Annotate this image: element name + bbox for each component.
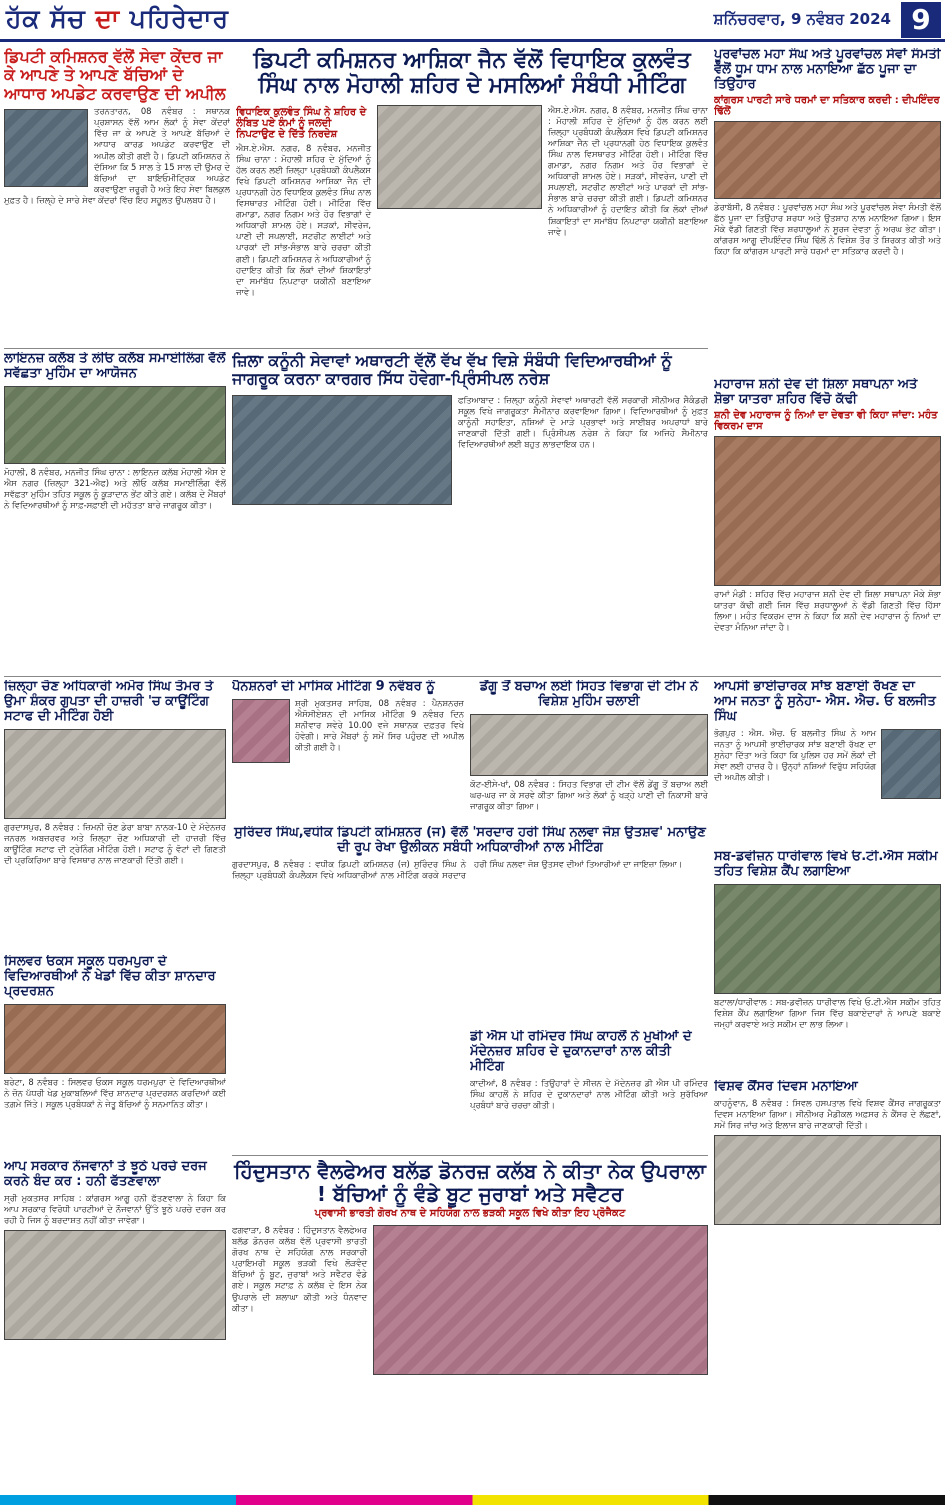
story-chhath bbox=[714, 48, 941, 368]
color-registration-band bbox=[0, 1495, 945, 1505]
headline: ਡੀ ਐਸ ਪੀ ਰਮਿੰਦਰ ਸਿੰਘ ਕਾਹਲੋਂ ਨੇ ਮੁਖੀਆਂ ਦੇ ਮੱਦੇਨਜ਼ਰ ਸ਼ਹਿਰ ਦੇ ਦੁਕਾਨਦਾਰਾਂ ਨਾਲ ਕੀਤੀ ਮੀਟਿੰਗ bbox=[470, 1030, 692, 1074]
article-body: ਗੁਰਦਾਸਪੁਰ, 8 ਨਵੰਬਰ : ਜ਼ਿਮਨੀ ਚੋਣ ਡੇਰਾ ਬਾਬਾ ਨਾਨਕ-10 ਦੇ ਮੱਦੇਨਜ਼ਰ ਜਨਰਲ ਅਬਜ਼ਰਵਰ ਅਤੇ ਜ਼ਿਲ੍ਹਾ ਚੋਣ ਅਧਿਕਾਰੀ ਦੀ ਹਾਜ਼ਰੀ ਵਿੱਚ ਕਾਊਂਟਿੰਗ ਸਟਾਫ ਦੀ ਟ੍ਰੇਨਿੰਗ ਮੀਟਿੰਗ ਹੋਈ। ਸਟਾਫ ਨੂੰ ਵੋਟਾਂ ਦੀ ਗਿਣਤੀ ਦੀ ਪ੍ਰਕਿਰਿਆ ਬਾਰੇ ਵਿਸਥਾਰ ਨਾਲ ਜਾਣਕਾਰੀ ਦਿੱਤੀ ਗਈ। bbox=[4, 821, 226, 866]
story-cancer-day bbox=[714, 1080, 941, 1345]
photo-meeting bbox=[377, 105, 542, 209]
photo-sho bbox=[881, 729, 941, 799]
article-body: ਸ੍ਰੀ ਮੁਕਤਸਰ ਸਾਹਿਬ : ਕਾਂਗਰਸ ਆਗੂ ਹਨੀ ਫੱਤਣਵਾਲਾ ਨੇ ਕਿਹਾ ਕਿ ਆਪ ਸਰਕਾਰ ਵਿਰੋਧੀ ਪਾਰਟੀਆਂ ਦੇ ਨੌਜਵਾਨਾਂ ਉੱਤੇ ਝੂਠੇ ਪਰਚੇ ਦਰਜ ਕਰ ਰਹੀ ਹੈ ਜਿਸ ਨੂੰ ਬਰਦਾਸ਼ਤ ਨਹੀਂ ਕੀਤਾ ਜਾਵੇਗਾ। bbox=[4, 1192, 226, 1226]
subheadline: ਵਿਧਾਇਕ ਕੁਲਵੰਤ ਸਿੰਘ ਨੇ ਸ਼ਹਿਰ ਦੇ ਲੰਬਿਤ ਪਏ ਕੰਮਾਂ ਨੂੰ ਜਲਦੀ ਨਿਪਟਾਉਣ ਦੇ ਦਿੱਤੇ ਨਿਰਦੇਸ਼ bbox=[236, 106, 367, 140]
page-number: 9 bbox=[901, 2, 941, 38]
story-pensioners bbox=[232, 680, 464, 820]
story-shani-dev bbox=[714, 378, 941, 678]
article-body: ਡੇਰਾਬੱਸੀ, 8 ਨਵੰਬਰ : ਪੂਰਵਾਂਚਲ ਮਹਾ ਸੰਘ ਅਤੇ ਪੂਰਵਾਂਚਲ ਸੇਵਾ ਸੰਮਤੀ ਵੱਲੋਂ ਛੱਠ ਪੂਜਾ ਦਾ ਤਿਉਹਾਰ ਸ਼ਰਧਾ ਅਤੇ ਉਤਸ਼ਾਹ ਨਾਲ ਮਨਾਇਆ ਗਿਆ। ਇਸ ਮੌਕੇ ਵੱਡੀ ਗਿਣਤੀ ਵਿੱਚ ਸ਼ਰਧਾਲੂਆਂ ਨੇ ਸੂਰਜ ਦੇਵਤਾ ਨੂੰ ਅਰਘ ਭੇਟ ਕੀਤਾ। ਕਾਂਗਰਸ ਆਗੂ ਦੀਪਇੰਦਰ ਸਿੰਘ ਢਿੱਲੋਂ ਨੇ ਵਿਸ਼ੇਸ਼ ਤੌਰ ਤੇ ਸ਼ਿਰਕਤ ਕੀਤੀ ਅਤੇ ਕਿਹਾ ਕਿ ਕਾਂਗਰਸ ਪਾਰਟੀ ਸਾਰੇ ਧਰਮਾਂ ਦਾ ਸਤਿਕਾਰ ਕਰਦੀ ਹੈ। bbox=[714, 201, 941, 257]
story-mla-meeting bbox=[236, 48, 708, 343]
issue-date: ਸ਼ਨਿੱਚਰਵਾਰ, 9 ਨਵੰਬਰ 2024 bbox=[713, 10, 891, 28]
photo-counting-staff bbox=[4, 729, 226, 819]
story-aapsi-bhaichara bbox=[714, 680, 941, 845]
story-lions-club bbox=[4, 352, 226, 672]
divider bbox=[4, 676, 941, 677]
headline: ਮਹਾਰਾਜ ਸ਼ਨੀ ਦੇਵ ਦੀ ਸ਼ਿਲਾ ਸਥਾਪਨਾ ਅਤੇ ਸ਼ੋਭਾ ਯਾਤਰਾ ਸ਼ਹਿਰ ਵਿੱਚੋ ਕੱਢੀ bbox=[714, 378, 918, 407]
story-dc-aadhaar bbox=[4, 48, 230, 343]
article-body: ਗੁਰਦਾਸਪੁਰ, 8 ਨਵੰਬਰ : ਵਧੀਕ ਡਿਪਟੀ ਕਮਿਸ਼ਨਰ (ਜ) ਸੁਰਿੰਦਰ ਸਿੰਘ ਨੇ ਜ਼ਿਲ੍ਹਾ ਪ੍ਰਬੰਧਕੀ ਕੰਪਲੈਕਸ ਵਿਖੇ ਅਧਿਕਾਰੀਆਂ ਨਾਲ ਮੀਟਿੰਗ ਕਰਕੇ ਸਰਦਾਰ ਹਰੀ ਸਿੰਘ ਨਲਵਾ ਜੋਸ਼ ਉਤਸਵ ਦੀਆਂ ਤਿਆਰੀਆਂ ਦਾ ਜਾਇਜ਼ਾ ਲਿਆ। bbox=[232, 858, 683, 880]
headline: ਆਪ ਸਰਕਾਰ ਨੌਜਵਾਨਾਂ ਤੇ ਝੂਠੇ ਪਰਚੇ ਦਰਜ ਕਰਨੇ ਬੰਦ ਕਰ : ਹਨੀ ਫੱਤਣਵਾਲਾ bbox=[4, 1160, 207, 1189]
newspaper-logo bbox=[6, 4, 229, 34]
story-blood-donors bbox=[232, 1160, 708, 1490]
headline: ਵਿਸ਼ਵ ਕੈਂਸਰ ਦਿਵਸ ਮਨਾਇਆ bbox=[714, 1080, 858, 1094]
article-body: ਐਸ.ਏ.ਐਸ. ਨਗਰ, 8 ਨਵੰਬਰ, ਮਨਜੀਤ ਸਿੰਘ ਚਾਨਾ : ਮੋਹਾਲੀ ਸ਼ਹਿਰ ਦੇ ਮੁੱਦਿਆਂ ਨੂੰ ਹੱਲ ਕਰਨ ਲਈ ਜ਼ਿਲ੍ਹਾ ਪ੍ਰਬੰਧਕੀ ਕੰਪਲੈਕਸ ਵਿਖੇ ਡਿਪਟੀ ਕਮਿਸ਼ਨਰ ਆਸ਼ਿਕਾ ਜੈਨ ਦੀ ਪ੍ਰਧਾਨਗੀ ਹੇਠ ਵਿਧਾਇਕ ਕੁਲਵੰਤ ਸਿੰਘ ਨਾਲ ਵਿਸਥਾਰਤ ਮੀਟਿੰਗ ਹੋਈ। ਮੀਟਿੰਗ ਵਿੱਚ ਗਮਾਡਾ, ਨਗਰ ਨਿਗਮ ਅਤੇ ਹੋਰ ਵਿਭਾਗਾਂ ਦੇ ਅਧਿਕਾਰੀ ਸ਼ਾਮਲ ਹੋਏ। ਸੜਕਾਂ, ਸੀਵਰੇਜ, ਪਾਣੀ ਦੀ ਸਪਲਾਈ, ਸਟਰੀਟ ਲਾਈਟਾਂ ਅਤੇ ਪਾਰਕਾਂ ਦੀ ਸਾਂਭ-ਸੰਭਾਲ ਬਾਰੇ ਚਰਚਾ ਕੀਤੀ ਗਈ। ਡਿਪਟੀ ਕਮਿਸ਼ਨਰ ਨੇ ਅਧਿਕਾਰੀਆਂ ਨੂੰ ਹਦਾਇਤ ਕੀਤੀ ਕਿ ਲੋਕਾਂ ਦੀਆਂ ਸ਼ਿਕਾਇਤਾਂ ਦਾ ਸਮਾਂਬੱਧ ਨਿਪਟਾਰਾ ਯਕੀਨੀ ਬਣਾਇਆ ਜਾਵੇ। bbox=[236, 142, 371, 297]
photo-press-meet bbox=[4, 1230, 226, 1340]
story-election-officer bbox=[4, 680, 226, 950]
headline: ਪੈਨਸ਼ਨਰਾਂ ਦੀ ਮਾਸਿਕ ਮੀਟਿੰਗ 9 ਨਵੰਬਰ ਨੂੰ bbox=[232, 680, 435, 694]
article-body: ਰਾਮਾਂ ਮੰਡੀ : ਸ਼ਹਿਰ ਵਿੱਚ ਮਹਾਰਾਜ ਸ਼ਨੀ ਦੇਵ ਦੀ ਸ਼ਿਲਾ ਸਥਾਪਨਾ ਮੌਕੇ ਸ਼ੋਭਾ ਯਾਤਰਾ ਕੱਢੀ ਗਈ ਜਿਸ ਵਿੱਚ ਸ਼ਰਧਾਲੂਆਂ ਨੇ ਵੱਡੀ ਗਿਣਤੀ ਵਿੱਚ ਹਿੱਸਾ ਲਿਆ। ਮਹੰਤ ਵਿਕਰਮ ਦਾਸ ਨੇ ਕਿਹਾ ਕਿ ਸ਼ਨੀ ਦੇਵ ਮਹਾਰਾਜ ਨੂੰ ਨਿਆਂ ਦਾ ਦੇਵਤਾ ਮੰਨਿਆ ਜਾਂਦਾ ਹੈ। bbox=[714, 588, 941, 633]
photo-ots-camp bbox=[714, 884, 941, 994]
article-body: ਮੋਹਾਲੀ, 8 ਨਵੰਬਰ, ਮਨਜੀਤ ਸਿੰਘ ਚਾਨਾ : ਲਾਇਨਜ਼ ਕਲੱਬ ਮੋਹਾਲੀ ਐਸ ਏ ਐਸ ਨਗਰ (ਜ਼ਿਲ੍ਹਾ 321-ਐਫ) ਅਤੇ ਲੀਓ ਕਲੱਬ ਸਮਾਈਲਿੰਗ ਵੱਲੋਂ ਸਵੱਛਤਾ ਮੁਹਿੰਮ ਤਹਿਤ ਸਕੂਲ ਨੂੰ ਕੂੜਾਦਾਨ ਭੇਂਟ ਕੀਤੇ ਗਏ। ਕਲੱਬ ਦੇ ਮੈਂਬਰਾਂ ਨੇ ਵਿਦਿਆਰਥੀਆਂ ਨੂੰ ਸਾਫ਼-ਸਫ਼ਾਈ ਦੀ ਮਹੱਤਤਾ ਬਾਰੇ ਜਾਗਰੂਕ ਕੀਤਾ। bbox=[4, 466, 226, 511]
article-body: ਫਤਿਆਬਾਦ : ਜ਼ਿਲ੍ਹਾ ਕਨੂੰਨੀ ਸੇਵਾਵਾਂ ਅਥਾਰਟੀ ਵੱਲੋਂ ਸਰਕਾਰੀ ਸੀਨੀਅਰ ਸੈਕੰਡਰੀ ਸਕੂਲ ਵਿਖੇ ਜਾਗਰੂਕਤਾ ਸੈਮੀਨਾਰ ਕਰਵਾਇਆ ਗਿਆ। ਵਿਦਿਆਰਥੀਆਂ ਨੂੰ ਮੁਫ਼ਤ ਕਾਨੂੰਨੀ ਸਹਾਇਤਾ, ਨਸ਼ਿਆਂ ਦੇ ਮਾੜੇ ਪ੍ਰਭਾਵਾਂ ਅਤੇ ਸਾਈਬਰ ਅਪਰਾਧਾਂ ਬਾਰੇ ਜਾਣਕਾਰੀ ਦਿੱਤੀ ਗਈ। ਪ੍ਰਿੰਸੀਪਲ ਨਰੇਸ਼ ਨੇ ਕਿਹਾ ਕਿ ਅਜਿਹੇ ਸੈਮੀਨਾਰ ਵਿਦਿਆਰਥੀਆਂ ਲਈ ਬਹੁਤ ਲਾਭਦਾਇਕ ਹਨ। bbox=[458, 394, 708, 450]
article-body: ਬਟਾਲਾ/ਧਾਰੀਵਾਲ : ਸਬ-ਡਵੀਜ਼ਨ ਧਾਰੀਵਾਲ ਵਿਖੇ ਓ.ਟੀ.ਐਸ ਸਕੀਮ ਤਹਿਤ ਵਿਸ਼ੇਸ਼ ਕੈਂਪ ਲਗਾਇਆ ਗਿਆ ਜਿਸ ਵਿੱਚ ਬਕਾਏਦਾਰਾਂ ਨੇ ਆਪਣੇ ਬਕਾਏ ਜਮ੍ਹਾਂ ਕਰਵਾਏ ਅਤੇ ਸਕੀਮ ਦਾ ਲਾਭ ਲਿਆ। bbox=[714, 996, 941, 1030]
headline: ਡੇਂਗੂ ਤੋਂ ਬਚਾਅ ਲਈ ਸਿਹਤ ਵਿਭਾਗ ਦੀ ਟੀਮ ਨੇ ਵਿਸ਼ੇਸ਼ ਮੁਹਿੰਮ ਚਲਾਈ bbox=[479, 680, 699, 709]
article-body: ਬਰੇਟਾ, 8 ਨਵੰਬਰ : ਸਿਲਵਰ ਓਕਸ ਸਕੂਲ ਧਰਮਪੁਰਾ ਦੇ ਵਿਦਿਆਰਥੀਆਂ ਨੇ ਜ਼ੋਨ ਪੱਧਰੀ ਖੇਡ ਮੁਕਾਬਲਿਆਂ ਵਿੱਚ ਸ਼ਾਨਦਾਰ ਪ੍ਰਦਰਸ਼ਨ ਕਰਦਿਆਂ ਕਈ ਤਗ਼ਮੇ ਜਿੱਤੇ। ਸਕੂਲ ਪ੍ਰਬੰਧਕਾਂ ਨੇ ਜੇਤੂ ਬੱਚਿਆਂ ਨੂੰ ਸਨਮਾਨਿਤ ਕੀਤਾ। bbox=[4, 1076, 226, 1109]
photo-portrait bbox=[232, 699, 290, 763]
story-dengue bbox=[470, 680, 708, 845]
photo-shobha-yatra bbox=[714, 436, 941, 586]
photo bbox=[4, 109, 88, 187]
divider bbox=[232, 1155, 708, 1156]
headline: ਹਿੰਦੁਸਤਾਨ ਵੈਲਫੇਅਰ ਬਲੱਡ ਡੋਨਰਜ਼ ਕਲੱਬ ਨੇ ਕੀਤਾ ਨੇਕ ਉਪਰਾਲਾ ! ਬੱਚਿਆਂ ਨੂੰ ਵੰਡੇ ਬੂਟ ਜੁਰਾਬਾਂ ਅਤੇ ਸਵੈਟਰ bbox=[234, 1160, 706, 1206]
article-body: ਫਗਵਾੜਾ, 8 ਨਵੰਬਰ : ਹਿੰਦੁਸਤਾਨ ਵੈਲਫੇਅਰ ਬਲੱਡ ਡੋਨਰਜ਼ ਕਲੱਬ ਵੱਲੋਂ ਪ੍ਰਵਾਸੀ ਭਾਰਤੀ ਗੋਰਖ ਨਾਥ ਦੇ ਸਹਿਯੋਗ ਨਾਲ ਸਰਕਾਰੀ ਪ੍ਰਾਇਮਰੀ ਸਕੂਲ ਭੜਕੀ ਵਿਖੇ ਲੋੜਵੰਦ ਬੱਚਿਆਂ ਨੂੰ ਬੂਟ, ਜੁਰਾਬਾਂ ਅਤੇ ਸਵੈਟਰ ਵੰਡੇ ਗਏ। ਸਕੂਲ ਸਟਾਫ਼ ਨੇ ਕਲੱਬ ਦੇ ਇਸ ਨੇਕ ਉਪਰਾਲੇ ਦੀ ਸ਼ਲਾਘਾ ਕੀਤੀ ਅਤੇ ਧੰਨਵਾਦ ਕੀਤਾ। bbox=[232, 1225, 367, 1313]
story-ots-camp bbox=[714, 850, 941, 1075]
story-sp-ramandeep bbox=[470, 1030, 708, 1150]
headline: ਜ਼ਿਲਾ ਕਨੂੰਨੀ ਸੇਵਾਵਾਂ ਅਥਾਰਟੀ ਵੱਲੋਂ ਵੱਖ ਵੱਖ ਵਿਸ਼ੇ ਸੰਬੰਧੀ ਵਿਦਿਆਰਥੀਆਂ ਨੂੰ ਜਾਗਰੂਕ ਕਰਨਾ ਕਾਰਗਰ ਸਿੱਧ ਹੋਵੇਗਾ-ਪ੍ਰਿੰਸੀਪਲ ਨਰੇਸ਼ bbox=[232, 352, 672, 389]
article-body: ਸ਼੍ਰੀ ਮੁਕਤਸਰ ਸਾਹਿਬ, 08 ਨਵੰਬਰ : ਪੈਨਸ਼ਨਰਜ਼ ਐਸੋਸੀਏਸ਼ਨ ਦੀ ਮਾਸਿਕ ਮੀਟਿੰਗ 9 ਨਵੰਬਰ ਦਿਨ ਸ਼ਨੀਵਾਰ ਸਵੇਰੇ 10.00 ਵਜੇ ਸਥਾਨਕ ਦਫ਼ਤਰ ਵਿਖੇ ਹੋਵੇਗੀ। ਸਾਰੇ ਮੈਂਬਰਾਂ ਨੂੰ ਸਮੇਂ ਸਿਰ ਪਹੁੰਚਣ ਦੀ ਅਪੀਲ ਕੀਤੀ ਗਈ ਹੈ। bbox=[295, 697, 464, 753]
article-body: ਭੋਗਪੁਰ : ਐਸ. ਐਚ. ਓ ਬਲਜੀਤ ਸਿੰਘ ਨੇ ਆਮ ਜਨਤਾ ਨੂੰ ਆਪਸੀ ਭਾਈਚਾਰਕ ਸਾਂਝ ਬਣਾਈ ਰੱਖਣ ਦਾ ਸੁਨੇਹਾ ਦਿੱਤਾ ਅਤੇ ਕਿਹਾ ਕਿ ਪੁਲਿਸ ਹਰ ਸਮੇਂ ਲੋਕਾਂ ਦੀ ਸੇਵਾ ਲਈ ਹਾਜ਼ਰ ਹੈ। ਉਨ੍ਹਾਂ ਨਸ਼ਿਆਂ ਵਿਰੁੱਧ ਸਹਿਯੋਗ ਦੀ ਅਪੀਲ ਕੀਤੀ। bbox=[714, 727, 876, 783]
subheadline: ਪ੍ਰਵਾਸੀ ਭਾਰਤੀ ਗੋਰਖ ਨਾਥ ਦੇ ਸਹਿਯੋਗ ਨਾਲ ਭੜਕੀ ਸਕੂਲ ਵਿਖੇ ਕੀਤਾ ਇਹ ਪ੍ਰੋਜੈਕਟ bbox=[314, 1208, 626, 1219]
story-honey-fatanwala bbox=[4, 1160, 226, 1490]
headline: ਡਿਪਟੀ ਕਮਿਸ਼ਨਰ ਵੱਲੋਂ ਸੇਵਾ ਕੇਂਦਰ ਜਾ ਕੇ ਆਪਣੇ ਤੇ ਆਪਣੇ ਬੱਚਿਆਂ ਦੇ ਆਧਾਰ ਅਪਡੇਟ ਕਰਵਾਉਣ ਦੀ ਅਪੀਲ bbox=[4, 48, 226, 103]
subheadline: ਕਾਂਗਰਸ ਪਾਰਟੀ ਸਾਰੇ ਧਰਮਾਂ ਦਾ ਸਤਿਕਾਰ ਕਰਦੀ : ਦੀਪਇੰਦਰ ਢਿੱਲੋਂ bbox=[714, 94, 940, 117]
photo-seminar bbox=[232, 395, 452, 505]
headline: ਆਪਸੀ ਭਾਈਚਾਰਕ ਸਾਂਝ ਬਣਾਈ ਰੱਖਣ ਦਾ ਆਮ ਜਨਤਾ ਨੂੰ ਸੁਨੇਹਾ- ਐਸ. ਐਚ. ਓ ਬਲਜੀਤ ਸਿੰਘ bbox=[714, 680, 936, 724]
headline: ਡਿਪਟੀ ਕਮਿਸ਼ਨਰ ਆਸ਼ਿਕਾ ਜੈਨ ਵੱਲੋਂ ਵਿਧਾਇਕ ਕੁਲਵੰਤ ਸਿੰਘ ਨਾਲ ਮੋਹਾਲੀ ਸ਼ਹਿਰ ਦੇ ਮਸਲਿਆਂ ਸੰਬੰਧੀ ਮੀਟਿੰਗ bbox=[253, 48, 691, 99]
photo-children bbox=[373, 1225, 708, 1375]
photo-chhath bbox=[714, 121, 941, 199]
headline: ਸੁਰਿੰਦਰ ਸਿੰਘ,ਵਧੀਕ ਡਿਪਟੀ ਕਮਿਸ਼ਨਰ (ਜ) ਵੱਲੋਂ 'ਸਰਦਾਰ ਹਰੀ ਸਿੰਘ ਨਲਵਾ ਜੋਸ਼ ਉਤਸ਼ਵ' ਮਨਾਉਣ ਦੀ ਰੂਪ ਰੇਖਾ ਉਲੀਕਨ ਸਬੰਧੀ ਅਧਿਕਾਰੀਆਂ ਨਾਲ ਮੀਟਿੰਗ bbox=[234, 826, 706, 855]
article-body: ਕੋਟ-ਈਸੇ-ਖਾਂ, 08 ਨਵੰਬਰ : ਸਿਹਤ ਵਿਭਾਗ ਦੀ ਟੀਮ ਵੱਲੋਂ ਡੇਂਗੂ ਤੋਂ ਬਚਾਅ ਲਈ ਘਰ-ਘਰ ਜਾ ਕੇ ਸਰਵੇ ਕੀਤਾ ਗਿਆ ਅਤੇ ਲੋਕਾਂ ਨੂੰ ਖੜ੍ਹੇ ਪਾਣੀ ਦੀ ਨਿਕਾਸੀ ਬਾਰੇ ਜਾਗਰੂਕ ਕੀਤਾ ਗਿਆ। bbox=[470, 778, 708, 812]
subheadline: ਸ਼ਨੀ ਦੇਵ ਮਹਾਰਾਜ ਨੂੰ ਨਿਆਂ ਦਾ ਦੇਵਤਾ ਵੀ ਕਿਹਾ ਜਾਂਦਾ: ਮਹੰਤ ਵਿਕਰਮ ਦਾਸ bbox=[714, 409, 938, 432]
photo-lions-club bbox=[4, 386, 226, 464]
logo-text-1: ਹੱਕ ਸੱਚ bbox=[6, 4, 96, 33]
divider bbox=[4, 348, 708, 349]
story-legal-services bbox=[232, 352, 708, 672]
headline: ਲਾਇਨਜ਼ ਕਲੱਬ ਤੇ ਲੀਓ ਕਲੱਬ ਸਮਾਈਲਿੰਗ ਵੱਲੋਂ ਸਵੱਛਤਾ ਮੁਹਿੰਮ ਦਾ ਆਯੋਜਨ bbox=[4, 352, 226, 381]
headline: ਜ਼ਿਲ੍ਹਾ ਚੋਣ ਅਧਿਕਾਰੀ ਅਮੋਰ ਸਿੰਘ ਤੋਮਰ ਤੇ ਉਮਾ ਸ਼ੰਕਰ ਗੁਪਤਾ ਦੀ ਹਾਜ਼ਰੀ 'ਚ ਕਾਊਂਟਿੰਗ ਸਟਾਫ ਦੀ ਮੀਟਿੰਗ ਹੋਈ bbox=[4, 680, 214, 724]
story-sardar-hari-singh bbox=[232, 826, 708, 1026]
headline: ਸਬ-ਡਵੀਜ਼ਨ ਧਾਰੀਵਾਲ ਵਿਖੇ ਓ.ਟੀ.ਐਸ ਸਕੀਮ ਤਹਿਤ ਵਿਸ਼ੇਸ਼ ਕੈਂਪ ਲਗਾਇਆ bbox=[714, 850, 938, 879]
article-body-continued: ਐਸ.ਏ.ਐਸ. ਨਗਰ, 8 ਨਵੰਬਰ, ਮਨਜੀਤ ਸਿੰਘ ਚਾਨਾ : ਮੋਹਾਲੀ ਸ਼ਹਿਰ ਦੇ ਮੁੱਦਿਆਂ ਨੂੰ ਹੱਲ ਕਰਨ ਲਈ ਜ਼ਿਲ੍ਹਾ ਪ੍ਰਬੰਧਕੀ ਕੰਪਲੈਕਸ ਵਿਖੇ ਡਿਪਟੀ ਕਮਿਸ਼ਨਰ ਆਸ਼ਿਕਾ ਜੈਨ ਦੀ ਪ੍ਰਧਾਨਗੀ ਹੇਠ ਵਿਧਾਇਕ ਕੁਲਵੰਤ ਸਿੰਘ ਨਾਲ ਵਿਸਥਾਰਤ ਮੀਟਿੰਗ ਹੋਈ। ਮੀਟਿੰਗ ਵਿੱਚ ਗਮਾਡਾ, ਨਗਰ ਨਿਗਮ ਅਤੇ ਹੋਰ ਵਿਭਾਗਾਂ ਦੇ ਅਧਿਕਾਰੀ ਸ਼ਾਮਲ ਹੋਏ। ਸੜਕਾਂ, ਸੀਵਰੇਜ, ਪਾਣੀ ਦੀ ਸਪਲਾਈ, ਸਟਰੀਟ ਲਾਈਟਾਂ ਅਤੇ ਪਾਰਕਾਂ ਦੀ ਸਾਂਭ-ਸੰਭਾਲ ਬਾਰੇ ਚਰਚਾ ਕੀਤੀ ਗਈ। ਡਿਪਟੀ ਕਮਿਸ਼ਨਰ ਨੇ ਅਧਿਕਾਰੀਆਂ ਨੂੰ ਹਦਾਇਤ ਕੀਤੀ ਕਿ ਲੋਕਾਂ ਦੀਆਂ ਸ਼ਿਕਾਇਤਾਂ ਦਾ ਸਮਾਂਬੱਧ ਨਿਪਟਾਰਾ ਯਕੀਨੀ ਬਣਾਇਆ ਜਾਵੇ। bbox=[548, 104, 708, 237]
headline: ਸਿਲਵਰ ਓਕਸ ਸਕੂਲ ਧਰਮਪੁਰਾ ਦੇ ਵਿਦਿਆਰਥੀਆਂ ਨੇ ਖੇਡਾਂ ਵਿੱਚ ਕੀਤਾ ਸ਼ਾਨਦਾਰ ਪ੍ਰਦਰਸ਼ਨ bbox=[4, 955, 216, 999]
story-silver-oaks bbox=[4, 955, 226, 1155]
photo-health-team bbox=[470, 714, 708, 776]
photo-school-students bbox=[4, 1004, 226, 1074]
article-body: ਕਾਹਨੂੰਵਾਨ, 8 ਨਵੰਬਰ : ਸਿਵਲ ਹਸਪਤਾਲ ਵਿਖੇ ਵਿਸ਼ਵ ਕੈਂਸਰ ਜਾਗਰੂਕਤਾ ਦਿਵਸ ਮਨਾਇਆ ਗਿਆ। ਸੀਨੀਅਰ ਮੈਡੀਕਲ ਅਫ਼ਸਰ ਨੇ ਕੈਂਸਰ ਦੇ ਲੱਛਣਾਂ, ਸਮੇਂ ਸਿਰ ਜਾਂਚ ਅਤੇ ਇਲਾਜ ਬਾਰੇ ਜਾਣਕਾਰੀ ਦਿੱਤੀ। bbox=[714, 1097, 941, 1131]
masthead bbox=[0, 0, 945, 42]
article-body: ਕਾਦੀਆਂ, 8 ਨਵੰਬਰ : ਤਿਉਹਾਰਾਂ ਦੇ ਸੀਜ਼ਨ ਦੇ ਮੱਦੇਨਜ਼ਰ ਡੀ ਐਸ ਪੀ ਰਮਿੰਦਰ ਸਿੰਘ ਕਾਹਲੋਂ ਨੇ ਸ਼ਹਿਰ ਦੇ ਦੁਕਾਨਦਾਰਾਂ ਨਾਲ ਮੀਟਿੰਗ ਕੀਤੀ ਅਤੇ ਸੁਰੱਖਿਆ ਪ੍ਰਬੰਧਾਂ ਬਾਰੇ ਚਰਚਾ ਕੀਤੀ। bbox=[470, 1077, 708, 1110]
logo-text-2: ਦਾ bbox=[95, 4, 130, 33]
photo-cancer-day bbox=[714, 1135, 941, 1225]
article-body: ਤਰਨਤਾਰਨ, 08 ਨਵੰਬਰ : ਸਥਾਨਕ ਪ੍ਰਸ਼ਾਸਨ ਵੱਲੋਂ ਆਮ ਲੋਕਾਂ ਨੂੰ ਸੇਵਾ ਕੇਂਦਰਾਂ ਵਿੱਚ ਜਾ ਕੇ ਆਪਣੇ ਤੇ ਆਪਣੇ ਬੱਚਿਆਂ ਦੇ ਆਧਾਰ ਕਾਰਡ ਅਪਡੇਟ ਕਰਵਾਉਣ ਦੀ ਅਪੀਲ ਕੀਤੀ ਗਈ ਹੈ। ਡਿਪਟੀ ਕਮਿਸ਼ਨਰ ਨੇ ਦੱਸਿਆ ਕਿ 5 ਸਾਲ ਤੇ 15 ਸਾਲ ਦੀ ਉਮਰ ਦੇ ਬੱਚਿਆਂ ਦਾ ਬਾਇਓਮੀਟ੍ਰਿਕ ਅਪਡੇਟ ਕਰਵਾਉਣਾ ਜ਼ਰੂਰੀ ਹੈ ਅਤੇ ਇਹ ਸੇਵਾ ਬਿਲਕੁਲ ਮੁਫ਼ਤ ਹੈ। ਜ਼ਿਲ੍ਹੇ ਦੇ ਸਾਰੇ ਸੇਵਾ ਕੇਂਦਰਾਂ ਵਿੱਚ ਇਹ ਸਹੂਲਤ ਉਪਲਬਧ ਹੈ। bbox=[4, 106, 230, 205]
headline: ਪੂਰਵਾਂਚਲ ਮਹਾ ਸੰਘ ਅਤੇ ਪੂਰਵਾਂਚਲ ਸੇਵਾਂ ਸੰਮਤੀ ਵੱਲੋਂ ਧੂਮ ਧਾਮ ਨਾਲ ਮਨਾਇਆ ਛੱਠ ਪੂਜਾ ਦਾ ਤਿਉਹਾਰ bbox=[714, 48, 941, 92]
logo-text-3: ਪਹਿਰੇਦਾਰ bbox=[129, 4, 229, 33]
